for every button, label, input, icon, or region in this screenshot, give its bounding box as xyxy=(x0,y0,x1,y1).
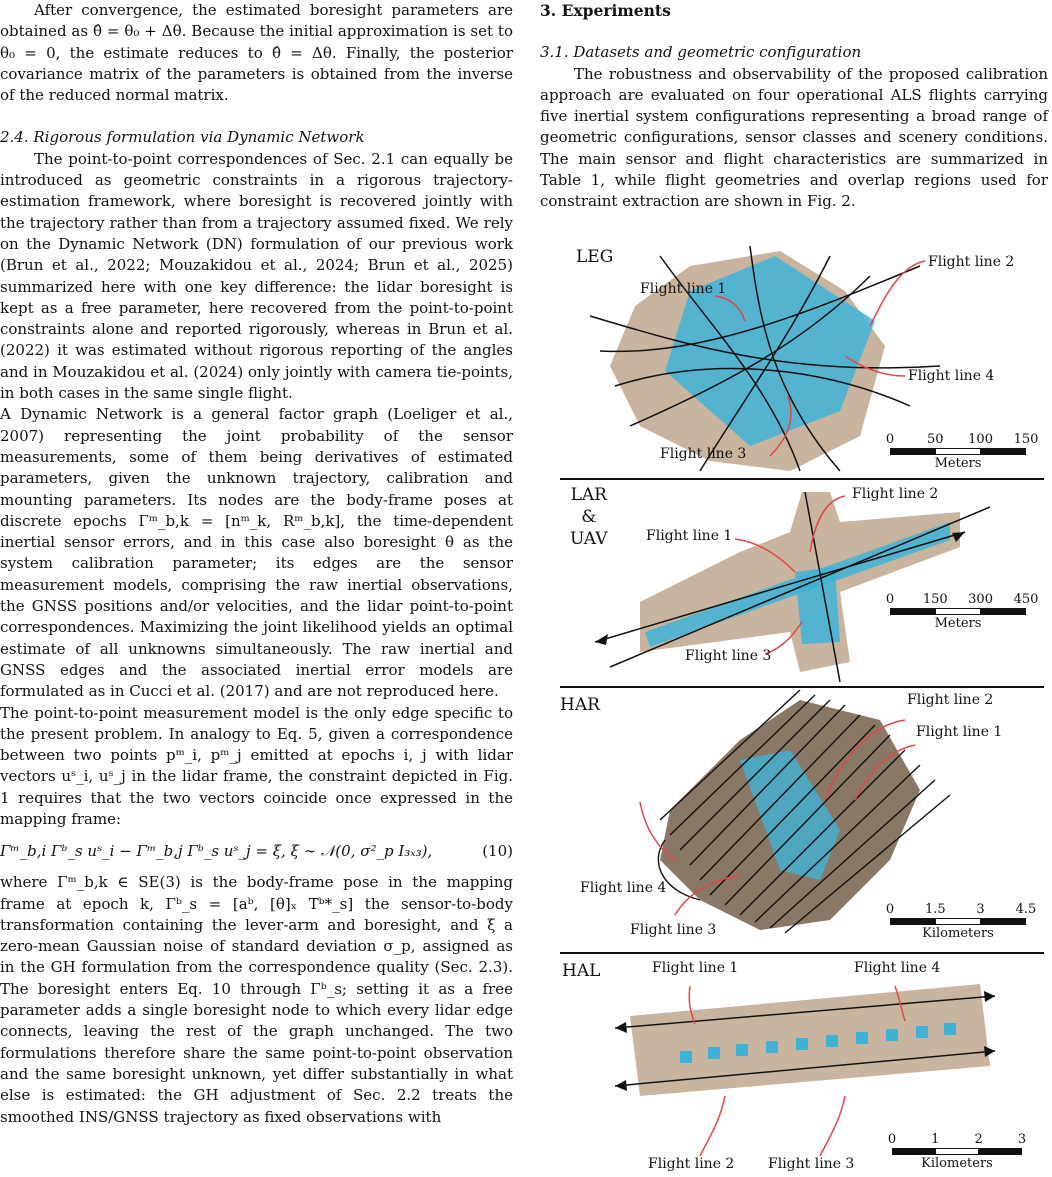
leg-flight-line-1: Flight line 1 xyxy=(640,281,727,297)
har-flight-line-3: Flight line 3 xyxy=(630,922,717,938)
lar-map xyxy=(540,482,1052,682)
paragraph-measurement-model: The point-to-point measurement model is the only edge specific to the present problem. In analogy to Eq. 5, given a correspondence between two points pᵐ_i, pᵐ_j emitted at epochs i, j with lidar vectors uˢ_i, uˢ_j in the lidar frame, the constraint depicted in Fig. 1 requires that the two vectors coincide once expressed in the mapping frame: xyxy=(0,703,513,828)
har-scale-bar: 0 1.5 3 4.5 Kilometers xyxy=(885,902,1037,941)
leg-flight-line-3: Flight line 3 xyxy=(660,446,747,462)
lar-flight-line-2: Flight line 2 xyxy=(852,486,939,502)
leg-flight-line-2: Flight line 2 xyxy=(928,254,1015,270)
panel-har xyxy=(540,690,1052,946)
lar-overlap-2 xyxy=(795,567,840,644)
leg-scale-bar: 0 50 100 150 Meters xyxy=(885,432,1039,471)
subsection-title-2-4: 2.4. Rigorous formulation via Dynamic Network xyxy=(0,128,365,147)
hal-flight-line-1: Flight line 1 xyxy=(652,960,739,976)
paragraph-convergence: After convergence, the estimated boresight parameters are obtained as θ̂ = θ₀ + Δθ. Because the initial approximation is set to θ₀ = 0, the estimate reduces to θ̂ = Δθ. Finally, the posterior covariance matrix of the parameters is obtained from the inverse of the reduced normal matrix. xyxy=(0,1,513,105)
separator-2 xyxy=(560,686,1044,688)
right-column xyxy=(540,0,1048,213)
panel-hal xyxy=(540,956,1052,1177)
har-flight-line-2: Flight line 2 xyxy=(907,692,994,708)
separator-1 xyxy=(560,478,1044,480)
separator-3 xyxy=(560,952,1044,954)
equation-10 xyxy=(0,830,513,872)
left-column xyxy=(0,0,513,1128)
paragraph-pose-definition: where Γᵐ_b,k ∈ SE(3) is the body-frame pose in the mapping frame at epoch k, Γᵇ_s = [aᵇ, [θ]ₓ Tᵇ*_s] the sensor-to-body transformation containing the lever-arm and boresight, and ξ a zero-mean Gaussian noise of standard deviation σ_p, assigned as in the GH formulation from the correspondence quality (Sec. 2.3). The boresight enters Eq. 10 through Γᵇ_s; setting it as a free parameter adds a single boresight node to which every lidar edge connects, leaving the rest of the graph unchanged. The two formulations therefore share the same point-to-point observation and the same boresight unknown, yet differ substantially in what else is estimated: the GH adjustment of Sec. 2.2 treats the smoothed INS/GNSS trajectory as fixed observations with xyxy=(0,873,513,1126)
lar-scale-bar: 0 150 300 450 Meters xyxy=(885,592,1039,631)
har-flight-line-1: Flight line 1 xyxy=(916,724,1003,740)
hal-scale-bar: 0 1 2 3 Kilometers xyxy=(887,1132,1027,1171)
equation-number: (10) xyxy=(482,841,513,860)
panel-label-leg: LEG xyxy=(576,247,614,267)
panel-label-hal: HAL xyxy=(562,961,601,981)
hal-flight-line-2: Flight line 2 xyxy=(648,1156,735,1172)
subsection-title-3-1: 3.1. Datasets and geometric configuration xyxy=(540,43,862,62)
paragraph-factor-graph: A Dynamic Network is a general factor graph (Loeliger et al., 2007) representing the joint probability of the sensor measurements, some of them being derivatives of estimated parameters, given the unknown trajectory, calibration and mounting parameters. Its nodes are the body-frame poses at discrete epochs Γᵐ_b,k = [nᵐ_k, Rᵐ_b,k], the time-dependent inertial sensor errors, and in this case also boresight θ as the system calibration parameter; its edges are the sensor measurement models, comprising the raw inertial observations, the GNSS positions and/or velocities, and the lidar point-to-point correspondences. Maximizing the joint likelihood yields an optimal estimate of all unknowns simultaneously. The raw inertial and GNSS edges and the associated inertial error models are formulated as in Cucci et al. (2017) and are not reproduced here. xyxy=(0,405,513,701)
lar-flight-line-3: Flight line 3 xyxy=(685,648,772,664)
paragraph-dn-intro: The point-to-point correspondences of Sec. 2.1 can equally be introduced as geometric constraints in a rigorous trajectory-estimation framework, where boresight is recovered jointly with the trajectory rather than from a trajectory assumed fixed. We rely on the Dynamic Network (DN) formulation of our previous work (Brun et al., 2022; Mouzakidou et al., 2024; Brun et al., 2025) summarized here with one key difference: the lidar boresight is kept as a free parameter, here recovered from the point-to-point constraints alone and reported rigorously, whereas in Brun et al. (2022) it was estimated without rigorous reporting of the angles and in Mouzakidou et al. (2024) only jointly with camera tie-points, in both cases in the same single flight. xyxy=(0,149,513,403)
har-flight-line-4: Flight line 4 xyxy=(580,880,667,896)
panel-leg xyxy=(540,236,1052,476)
paragraph-datasets: The robustness and observability of the proposed calibration approach are evaluated on four operational ALS flights carrying five inertial system configurations representing a broad range of geometric configurations, sensor classes and scenery conditions. The main sensor and flight characteristics are summarized in Table 1, while flight geometries and overlap regions used for constraint extraction are shown in Fig. 2. xyxy=(540,64,1048,211)
hal-flight-line-3: Flight line 3 xyxy=(768,1156,855,1172)
leg-flight-line-4: Flight line 4 xyxy=(908,368,995,384)
hal-flight-line-4: Flight line 4 xyxy=(854,960,941,976)
panel-label-lar-uav: LAR & UAV xyxy=(570,485,608,549)
equation-body: Γᵐ_b,i Γᵇ_s uˢ_i − Γᵐ_b,j Γᵇ_s uˢ_j = ξ, ξ ∼ 𝒩(0, σ²_p I₃ₓ₃), xyxy=(0,841,433,860)
figure-flight-geometries xyxy=(540,236,1052,1177)
panel-lar-uav xyxy=(540,482,1052,682)
panel-label-har: HAR xyxy=(560,695,600,715)
section-title-experiments: 3. Experiments xyxy=(540,1,671,20)
lar-flight-line-1: Flight line 1 xyxy=(646,528,733,544)
